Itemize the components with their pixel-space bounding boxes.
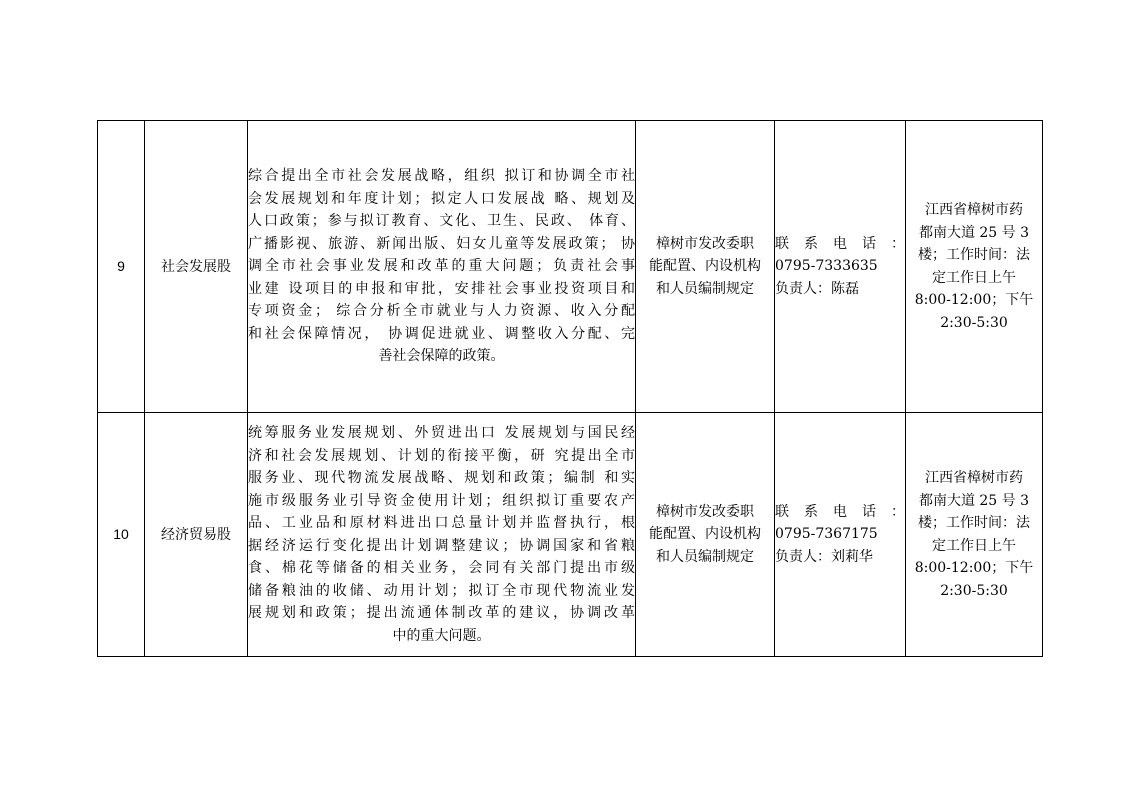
- address-line: 8:00-12:00；下午: [914, 560, 1034, 576]
- department-name: 经济贸易股: [145, 413, 248, 657]
- duty-line: 广播影视、旅游、新闻出版、妇女儿童等发展政策； 协: [248, 235, 635, 252]
- basis-cell: [636, 413, 775, 657]
- address-line: 楼；工作时间：法: [918, 515, 1030, 531]
- responsible-person: 负责人：陈磊: [775, 280, 859, 297]
- basis-line: 樟树市发改委职: [656, 235, 754, 252]
- phone-number: 0795-7333635: [775, 258, 878, 275]
- duty-line: 专项资金； 综合分析全市就业与人力资源、收入分配: [248, 303, 635, 320]
- duty-line: 统筹服务业发展规划、外贸进出口 发展规划与国民经: [248, 425, 635, 441]
- address-cell: [906, 413, 1043, 657]
- phone-number: 0795-7367175: [775, 526, 878, 543]
- contact-label: 联 系 电 话 ：: [775, 235, 905, 252]
- table-row: [98, 121, 1043, 413]
- address-line: 2:30-5:30: [940, 314, 1008, 331]
- address-line: 2:30-5:30: [940, 582, 1008, 599]
- duty-line: 善社会保障的政策。: [378, 348, 505, 365]
- basis-cell: [636, 121, 775, 413]
- table-row: [98, 413, 1043, 657]
- basis-line: 和人员编制规定: [656, 280, 754, 297]
- row-number: 9: [98, 121, 145, 413]
- duty-line: 人口政策；参与拟订教育、文化、卫生、民政、 体育、: [248, 213, 635, 230]
- duty-line: 服务业、现代物流发展战略、规划和政策；编制 和实: [248, 470, 635, 486]
- duty-line: 食、棉花等储备的相关业务，会同有关部门提出市级: [248, 560, 635, 576]
- basis-line: 樟树市发改委职: [656, 503, 754, 520]
- duty-line: 综合提出全市社会发展战略，组织 拟订和协调全市社: [248, 168, 635, 185]
- basis-line: 和人员编制规定: [656, 548, 754, 565]
- duty-line: 品、工业品和原材料进出口总量计划并监督执行，根: [248, 515, 635, 531]
- basis-line: 能配置、内设机构: [649, 526, 761, 543]
- address-line: 江西省樟树市药: [925, 202, 1023, 218]
- basis-line: 能配置、内设机构: [649, 258, 761, 275]
- contact-cell: [775, 413, 906, 657]
- address-line: 楼；工作时间：法: [918, 247, 1030, 263]
- duty-line: 和社会保障情况， 协调促进就业、调整收入分配、完: [248, 325, 635, 342]
- address-line: 都南大道 25 号 3: [918, 492, 1030, 509]
- responsible-person: 负责人：刘莉华: [775, 548, 873, 565]
- duty-line: 据经济运行变化提出计划调整建议；协调国家和省粮: [248, 537, 635, 554]
- department-name: 社会发展股: [145, 121, 248, 413]
- duty-line: 济和社会发展规划、计划的衔接平衡，研 究提出全市: [248, 447, 635, 464]
- row-number: 10: [98, 413, 145, 657]
- address-line: 定工作日上午: [932, 269, 1016, 286]
- duty-line: 调全市社会事业发展和改革的重大问题；负责社会事: [248, 258, 635, 275]
- contact-cell: [775, 121, 906, 413]
- contact-label: 联 系 电 话 ：: [775, 503, 905, 520]
- duty-line: 储备粮油的收储、动用计划；拟订全市现代物流业发: [248, 582, 635, 599]
- address-line: 8:00-12:00；下午: [914, 292, 1034, 308]
- address-line: 定工作日上午: [932, 537, 1016, 554]
- duties-cell: [248, 121, 636, 413]
- department-table: [97, 120, 1043, 657]
- duty-line: 展规划和政策；提出流通体制改革的建议，协调改革: [248, 605, 635, 621]
- duty-line: 施市级服务业引导资金使用计划；组织拟订重要农产: [248, 492, 635, 509]
- duty-line: 业建 设项目的申报和审批，安排社会事业投资项目和: [248, 280, 635, 297]
- address-line: 都南大道 25 号 3: [918, 224, 1030, 241]
- duty-line: 会发展规划和年度计划；拟定人口发展战 略、规划及: [248, 190, 635, 207]
- address-line: 江西省樟树市药: [925, 470, 1023, 486]
- duties-cell: [248, 413, 636, 657]
- duty-line: 中的重大问题。: [392, 627, 491, 644]
- address-cell: [906, 121, 1043, 413]
